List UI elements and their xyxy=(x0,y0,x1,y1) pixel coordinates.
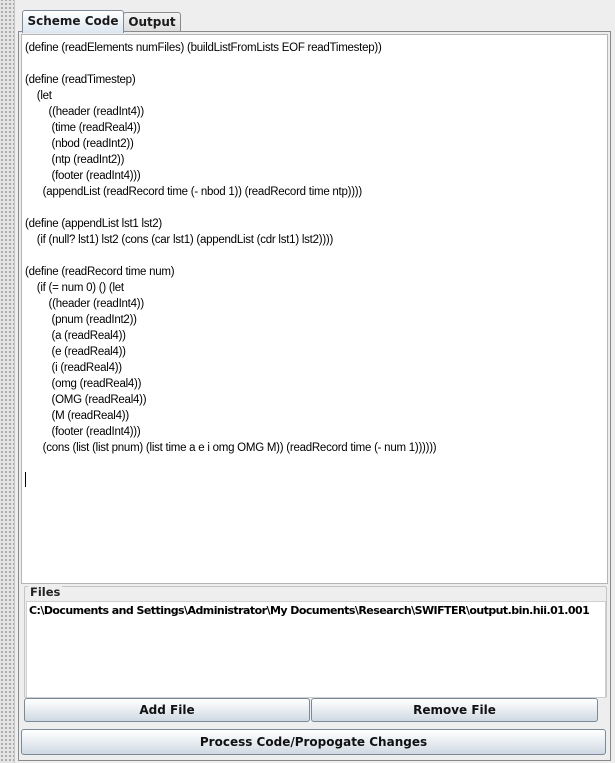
code-line: (omg (readReal4)) xyxy=(25,378,142,390)
code-line: (i (readReal4)) xyxy=(25,362,122,374)
tab-content xyxy=(18,31,611,761)
code-line: (M (readReal4)) xyxy=(25,410,129,422)
code-line: (footer (readInt4))) xyxy=(25,170,141,182)
text-caret xyxy=(25,472,26,487)
tab-scheme-code[interactable]: Scheme Code xyxy=(22,10,124,33)
process-code-button[interactable]: Process Code/Propogate Changes xyxy=(21,729,606,755)
remove-file-button[interactable]: Remove File xyxy=(311,698,598,722)
code-line: ((header (readInt4)) xyxy=(25,298,144,310)
split-pane-divider[interactable] xyxy=(0,0,15,763)
code-line: (pnum (readInt2)) xyxy=(25,314,137,326)
code-line: (if (null? lst1) lst2 (cons (car lst1) (appendList (cdr lst1) lst2)))) xyxy=(25,234,334,246)
code-line: (define (readRecord time num) xyxy=(25,266,175,278)
tab-bar xyxy=(16,10,615,32)
code-line: (footer (readInt4))) xyxy=(25,426,141,438)
code-line: (define (readElements numFiles) (buildListFromLists EOF readTimestep)) xyxy=(25,42,382,54)
files-list[interactable] xyxy=(26,601,606,698)
code-line: (define (appendList lst1 lst2) xyxy=(25,218,162,230)
code-line: (appendList (readRecord time (- nbod 1)) (readRecord time ntp)))) xyxy=(25,186,362,198)
code-line: (a (readReal4)) xyxy=(25,330,126,342)
tab-output[interactable]: Output xyxy=(123,12,181,32)
code-line: (cons (list (list pnum) (list time a e i omg OMG M)) (readRecord time (- num 1)))))) xyxy=(25,442,437,454)
code-line: ((header (readInt4)) xyxy=(25,106,144,118)
files-group-title: Files xyxy=(30,585,61,599)
code-line: (let xyxy=(25,90,52,102)
code-line: (ntp (readInt2)) xyxy=(25,154,125,166)
file-list-item[interactable]: C:\Documents and Settings\Administrator\My Documents\Research\SWIFTER\output.bin.hii.01.001 xyxy=(29,604,590,617)
code-line: (if (= num 0) () (let xyxy=(25,282,124,294)
add-file-button[interactable]: Add File xyxy=(24,698,310,722)
code-line: (define (readTimestep) xyxy=(25,74,136,86)
scheme-code-editor[interactable] xyxy=(21,34,608,584)
files-group xyxy=(24,586,607,698)
code-line: (e (readReal4)) xyxy=(25,346,126,358)
main-panel xyxy=(16,0,615,763)
code-text[interactable] xyxy=(22,35,607,488)
code-line: (time (readReal4)) xyxy=(25,122,141,134)
code-line: (OMG (readReal4)) xyxy=(25,394,147,406)
code-line: (nbod (readInt2)) xyxy=(25,138,134,150)
